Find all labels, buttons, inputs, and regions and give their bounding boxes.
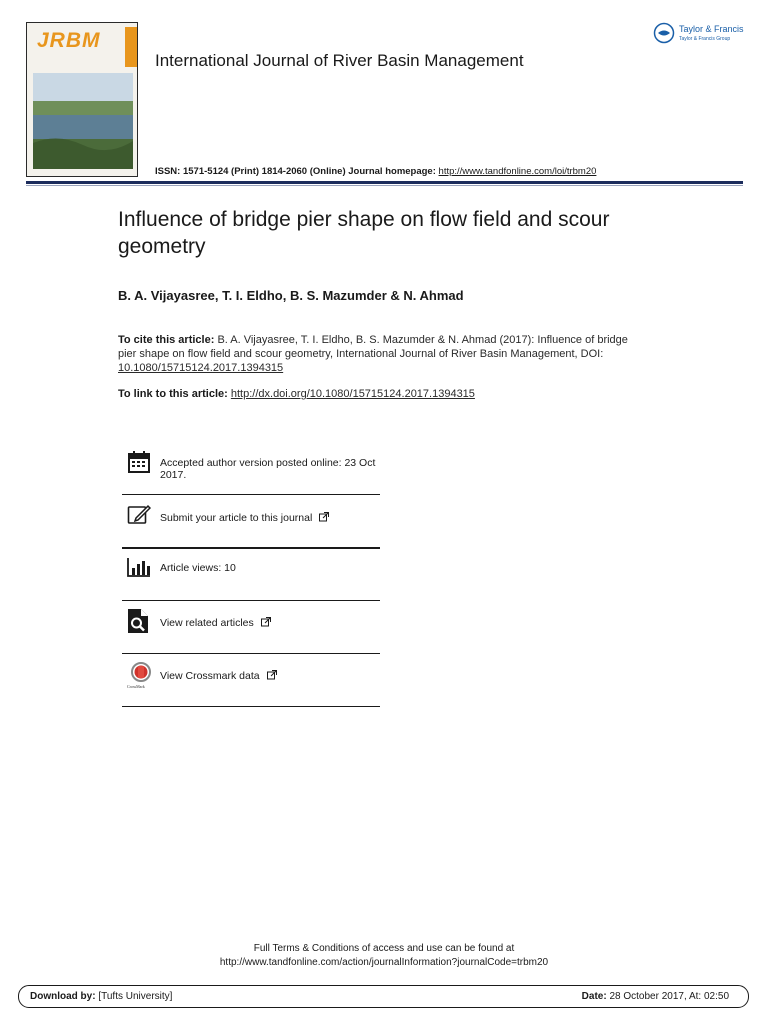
external-link-icon <box>267 670 277 680</box>
terms-notice <box>0 942 768 970</box>
publisher-logo[interactable] <box>653 22 744 49</box>
info-divider <box>122 494 380 495</box>
journal-title: International Journal of River Basin Management <box>155 51 524 70</box>
header-divider <box>26 181 743 184</box>
header-divider-thin <box>26 185 743 186</box>
publisher-subname: Taylor & Francis Group <box>679 36 731 42</box>
citation-label: To cite this article: <box>118 334 215 346</box>
download-by-label: Download by: <box>30 991 96 1002</box>
edit-icon <box>127 504 151 526</box>
article-views-text: Article views: 10 <box>160 562 236 574</box>
info-divider <box>122 600 380 601</box>
journal-homepage-link[interactable]: http://www.tandfonline.com/loi/trbm20 <box>438 166 597 177</box>
download-by <box>30 991 172 1002</box>
external-link-icon <box>261 617 271 627</box>
article-link-label: To link to this article: <box>118 388 228 400</box>
info-divider <box>122 547 380 549</box>
issn-text: 1571-5124 (Print) 1814-2060 (Online) Journal homepage: <box>182 166 436 177</box>
issn-label: ISSN: <box>155 166 181 177</box>
external-link-icon <box>319 512 329 522</box>
crossmark-text: View Crossmark data <box>160 670 260 682</box>
issn-line <box>155 166 596 177</box>
citation-block <box>118 333 638 375</box>
download-by-value: [Tufts University] <box>98 991 173 1002</box>
journal-cover-image <box>26 22 138 177</box>
submit-article-text: Submit your article to this journal <box>160 512 313 524</box>
article-views-item <box>122 556 380 586</box>
cover-photo <box>33 73 133 169</box>
accepted-version-item <box>122 450 380 490</box>
publisher-logo-icon <box>653 22 675 44</box>
crossmark-text-wrap <box>160 670 380 682</box>
submit-article-item[interactable] <box>122 504 380 534</box>
citation-text: B. A. Vijayasree, T. I. Eldho, B. S. Mazumder & N. Ahmad (2017): Influence of bridge pier shape on flow field and scour geometry, International Journal of River Basin Management, DOI: <box>118 334 628 360</box>
related-articles-text: View related articles <box>160 617 254 629</box>
document-search-icon <box>127 608 149 634</box>
crossmark-icon-label: CrossMark <box>127 684 145 689</box>
cover-accent-bar <box>125 27 137 67</box>
download-date <box>582 991 729 1002</box>
publisher-name: Taylor & Francis <box>679 24 744 34</box>
accepted-version-text: Accepted author version posted online: 23 Oct 2017. <box>160 457 376 481</box>
article-link-url[interactable]: http://dx.doi.org/10.1080/15715124.2017.1394315 <box>230 388 475 400</box>
bar-chart-icon <box>127 556 151 578</box>
calendar-icon <box>127 450 151 474</box>
article-link-line <box>118 388 475 400</box>
doi-link[interactable]: 10.1080/15715124.2017.1394315 <box>118 362 284 374</box>
article-title: Influence of bridge pier shape on flow field and scour geometry <box>118 208 610 258</box>
related-articles-item[interactable] <box>122 608 380 638</box>
download-date-value: 28 October 2017, At: 02:50 <box>609 991 729 1002</box>
cover-logo: JRBM <box>37 29 101 52</box>
download-info-bar <box>18 985 749 1008</box>
related-articles-text-wrap <box>160 617 380 629</box>
terms-link[interactable]: http://www.tandfonline.com/action/journalInformation?journalCode=trbm20 <box>219 957 549 968</box>
submit-article-text-wrap <box>160 512 380 524</box>
terms-line-1: Full Terms & Conditions of access and use can be found at <box>253 943 515 954</box>
article-authors: B. A. Vijayasree, T. I. Eldho, B. S. Mazumder & N. Ahmad <box>118 288 464 303</box>
info-divider <box>122 706 380 707</box>
download-date-label: Date: <box>581 991 607 1002</box>
crossmark-item[interactable] <box>122 661 380 693</box>
info-divider <box>122 653 380 654</box>
